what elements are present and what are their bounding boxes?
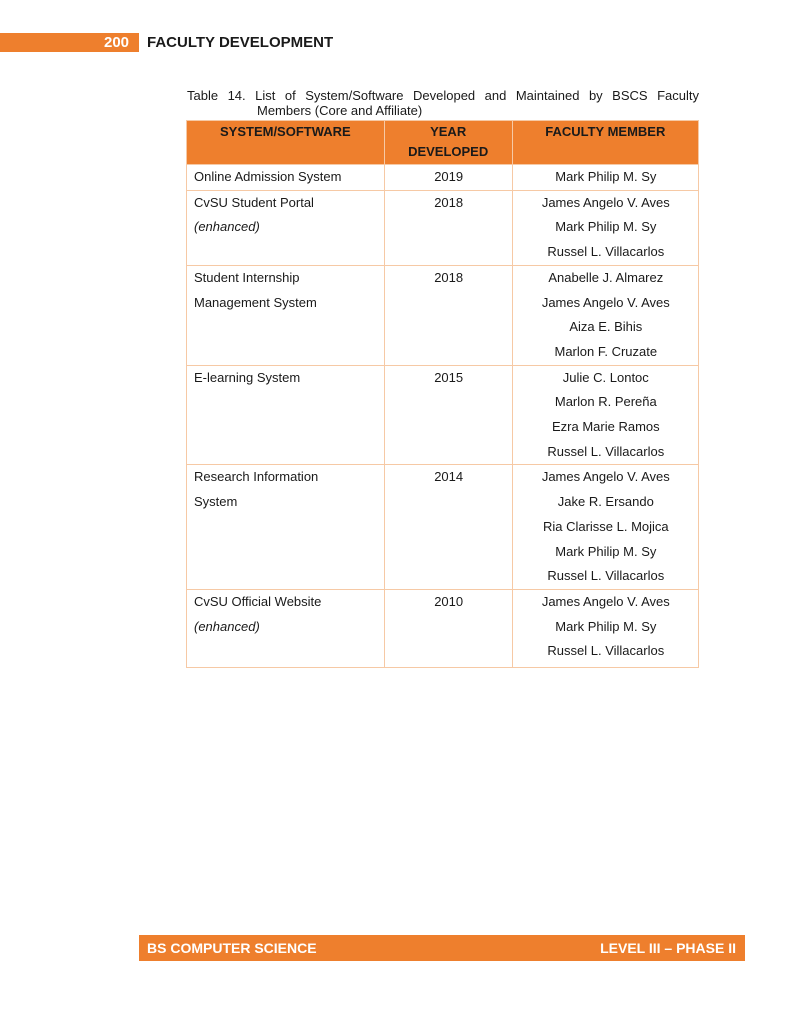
faculty-member-name: Russel L. Villacarlos [547, 568, 665, 584]
cell-year: 2018 [384, 265, 512, 365]
faculty-member-name: Aiza E. Bihis [569, 319, 643, 335]
system-name-line: Student Internship [194, 269, 300, 285]
table-row [187, 265, 699, 365]
cell-faculty [512, 165, 698, 191]
table-body [187, 165, 699, 668]
system-name-line: Management System [194, 294, 317, 310]
faculty-member-name: Marlon R. Pereña [554, 394, 657, 410]
faculty-member-name: Mark Philip M. Sy [555, 618, 657, 634]
cell-faculty [512, 365, 698, 465]
cell-faculty [512, 589, 698, 667]
cell-faculty [512, 265, 698, 365]
page-number: 200 [104, 34, 130, 51]
faculty-member-name: James Angelo V. Aves [541, 194, 670, 210]
system-name-line: System [194, 494, 238, 510]
table-caption-line-2: Members (Core and Affiliate) [257, 103, 423, 118]
faculty-member-name: Russel L. Villacarlos [547, 643, 665, 659]
table-row [187, 365, 699, 465]
cell-system [187, 589, 385, 667]
system-name-line: Online Admission System [194, 169, 342, 184]
system-name-line: E-learning System [194, 369, 301, 385]
column-header-system: SYSTEM/SOFTWARE [187, 121, 385, 165]
faculty-member-name: Russel L. Villacarlos [547, 244, 665, 260]
system-note: (enhanced) [194, 618, 260, 634]
faculty-member-name: Marlon F. Cruzate [554, 343, 658, 359]
cell-faculty [512, 465, 698, 590]
system-name-line: Research Information [194, 469, 319, 485]
table-row [187, 190, 699, 265]
cell-system [187, 165, 385, 191]
cell-year: 2015 [384, 365, 512, 465]
cell-faculty [512, 190, 698, 265]
faculty-member-name: James Angelo V. Aves [541, 593, 670, 609]
table-caption-line-1: Table 14. List of System/Software Developed and Maintained by BSCS Faculty [187, 88, 699, 103]
faculty-member-name: Anabelle J. Almarez [548, 269, 664, 285]
cell-year: 2019 [384, 165, 512, 191]
system-name-line: CvSU Student Portal [194, 194, 314, 210]
cell-system [187, 265, 385, 365]
table-row [187, 465, 699, 590]
table-row [187, 589, 699, 667]
cell-system [187, 190, 385, 265]
faculty-member-name: Julie C. Lontoc [562, 369, 649, 385]
column-header-faculty: FACULTY MEMBER [512, 121, 698, 165]
faculty-member-name: Ezra Marie Ramos [551, 419, 660, 435]
faculty-member-name: Mark Philip M. Sy [555, 543, 657, 559]
footer-program-label: BS COMPUTER SCIENCE [147, 940, 317, 956]
faculty-member-name: Russel L. Villacarlos [547, 443, 665, 459]
system-name-line: CvSU Official Website [194, 593, 322, 609]
cell-year: 2010 [384, 589, 512, 667]
table-header-row [187, 121, 699, 165]
section-title: FACULTY DEVELOPMENT [147, 34, 334, 51]
cell-system [187, 465, 385, 590]
faculty-member-name: James Angelo V. Aves [541, 294, 670, 310]
faculty-member-name: Mark Philip M. Sy [555, 169, 657, 184]
systems-table [186, 120, 699, 668]
footer-level-label: LEVEL III – PHASE II [600, 940, 736, 956]
column-header-year: YEAR DEVELOPED [384, 121, 512, 165]
table-row [187, 165, 699, 191]
system-note: (enhanced) [194, 219, 260, 235]
table-caption [187, 88, 699, 118]
faculty-member-name: Mark Philip M. Sy [555, 219, 657, 235]
faculty-member-name: Jake R. Ersando [557, 494, 654, 510]
faculty-member-name: James Angelo V. Aves [541, 469, 670, 485]
cell-year: 2014 [384, 465, 512, 590]
faculty-member-name: Ria Clarisse L. Mojica [542, 518, 669, 534]
cell-year: 2018 [384, 190, 512, 265]
cell-system [187, 365, 385, 465]
